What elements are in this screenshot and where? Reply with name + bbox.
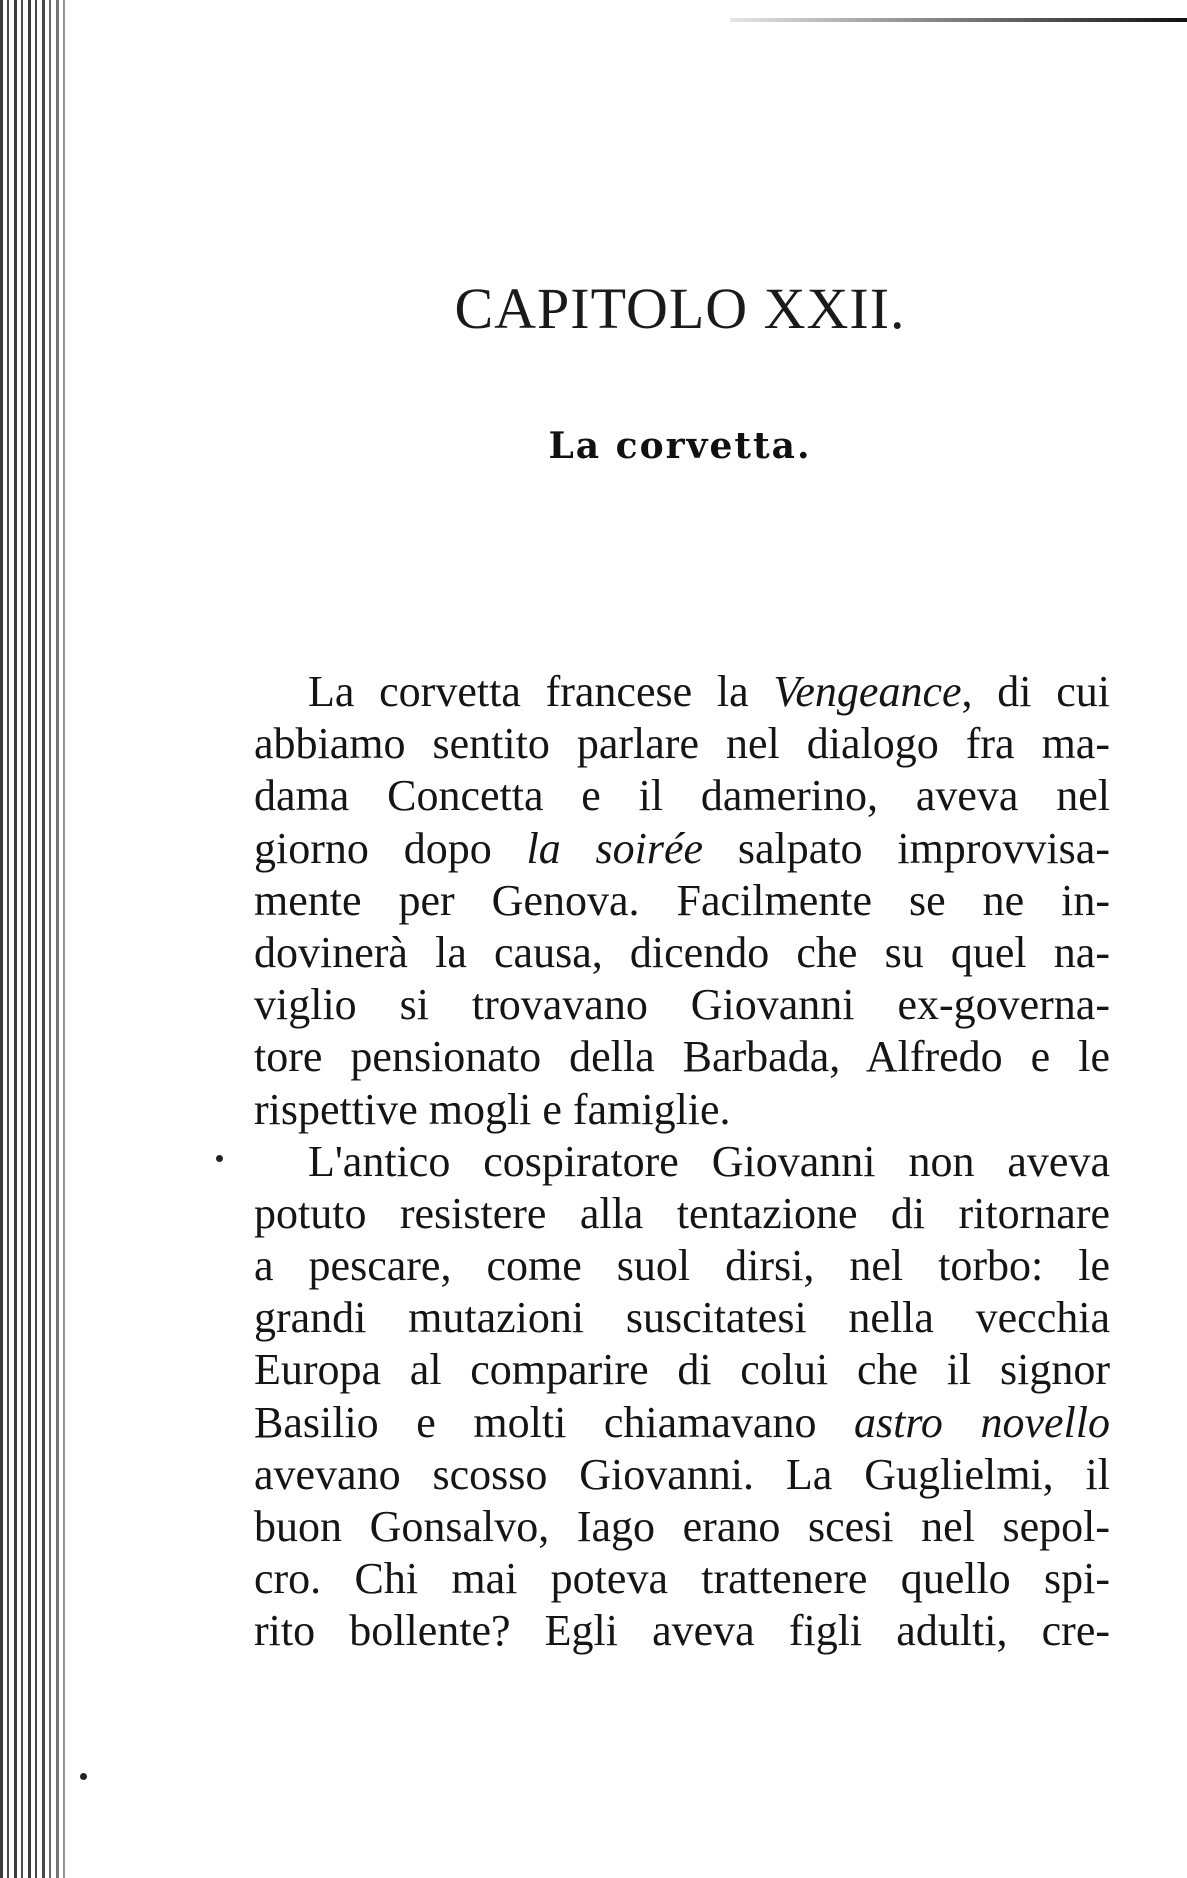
text-line: L'antico cospiratore Giovanni non aveva bbox=[308, 1136, 1110, 1186]
binding-shadow bbox=[40, 0, 100, 1878]
speck-mark bbox=[216, 1155, 223, 1162]
text-line: dovinerà la causa, dicendo che su quel na- bbox=[254, 927, 1110, 977]
text-line: a pescare, come suol dirsi, nel torbo: le bbox=[254, 1241, 1110, 1291]
text-line: buon Gonsalvo, Iago erano scesi nel sepol- bbox=[254, 1502, 1110, 1551]
text-line: mente per Genova. Facilmente se ne in- bbox=[254, 875, 1110, 925]
top-edge-rule bbox=[730, 18, 1187, 22]
section-title: La corvetta. bbox=[548, 425, 812, 467]
text-line: dama Concetta e il damerino, aveva nel bbox=[254, 771, 1110, 821]
chapter-heading: CAPITOLO XXII. bbox=[454, 276, 906, 341]
text-line: rito bollente? Egli aveva figli adulti, cre- bbox=[254, 1606, 1110, 1656]
paragraph bbox=[254, 666, 1110, 1136]
text-line: tore pensionato della Barbada, Alfredo e le bbox=[254, 1032, 1110, 1082]
body-text bbox=[254, 666, 1110, 1658]
text-line: grandi mutazioni suscitatesi nella vecchia bbox=[254, 1293, 1110, 1343]
text-line: viglio si trovavano Giovanni ex-governa- bbox=[254, 980, 1110, 1030]
text-line: abbiamo sentito parlare nel dialogo fra ma- bbox=[254, 719, 1110, 769]
text-line: cro. Chi mai poteva trattenere quello spi- bbox=[254, 1554, 1110, 1604]
paragraph bbox=[254, 1136, 1110, 1658]
text-line: La corvetta francese la Vengeance, di cui bbox=[308, 667, 1110, 716]
text-line: avevano scosso Giovanni. La Guglielmi, il bbox=[254, 1449, 1110, 1499]
speck-mark bbox=[80, 1773, 87, 1780]
text-line: rispettive mogli e famiglie. bbox=[254, 1084, 731, 1134]
text-line: Europa al comparire di colui che il signor bbox=[254, 1345, 1110, 1395]
text-line: Basilio e molti chiamavano astro novello bbox=[254, 1397, 1110, 1447]
text-line: giorno dopo la soirée salpato improvvisa- bbox=[254, 823, 1110, 873]
text-line: potuto resistere alla tentazione di ritornare bbox=[254, 1188, 1110, 1238]
